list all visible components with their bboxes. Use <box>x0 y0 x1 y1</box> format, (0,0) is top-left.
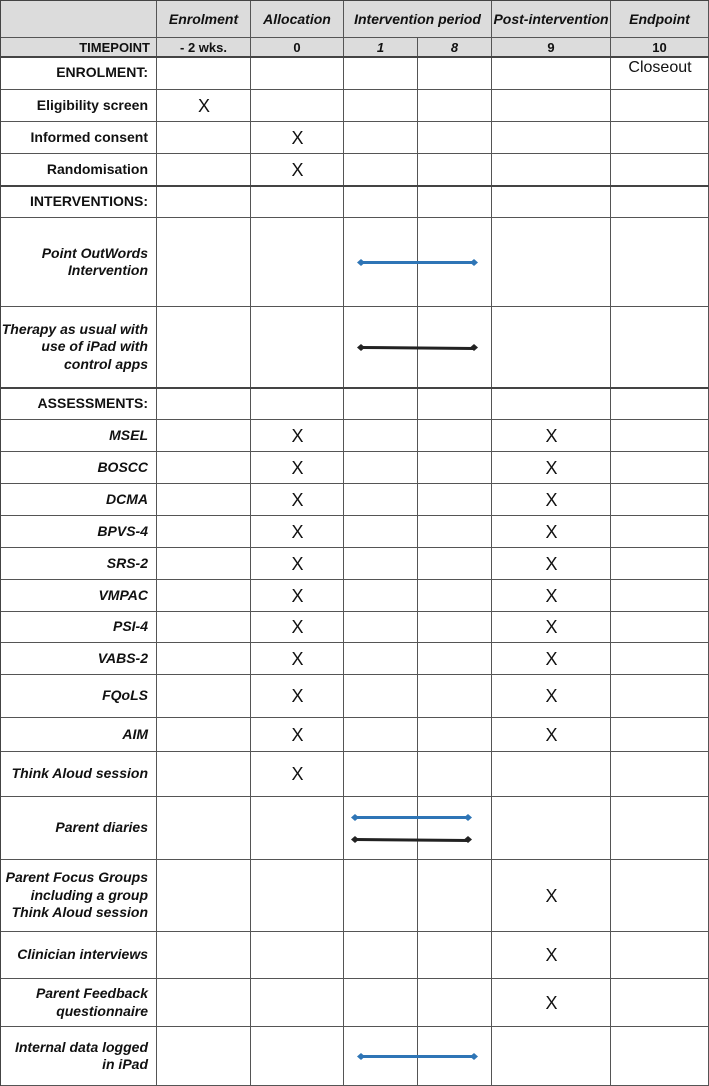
schedule-mark-x: X <box>291 457 304 478</box>
schedule-mark-x: X <box>545 457 558 478</box>
schedule-mark-x: X <box>545 724 558 745</box>
schedule-mark-x: X <box>291 489 304 510</box>
schedule-mark-x: X <box>291 686 304 706</box>
timepoint-value: 10 <box>611 38 709 57</box>
row-label: Parent diaries <box>0 797 157 860</box>
row-label: VABS-2 <box>0 643 157 675</box>
schedule-mark-x: X <box>545 992 558 1013</box>
schedule-mark-x: X <box>545 489 558 510</box>
row-label: Clinician interviews <box>0 932 157 979</box>
row-label: BPVS-4 <box>0 516 157 548</box>
row-label: MSEL <box>0 420 157 452</box>
row-label: PSI-4 <box>0 612 157 643</box>
closeout-label: Closeout <box>628 59 692 76</box>
timepoint-value: - 2 wks. <box>157 38 251 57</box>
schedule-mark-x: X <box>545 425 558 446</box>
schedule-mark-x: X <box>291 159 304 180</box>
row-label: Randomisation <box>0 154 157 186</box>
row-label: BOSCC <box>0 452 157 484</box>
timepoint-value: 0 <box>251 38 344 57</box>
timeline-bar-blue <box>351 814 472 821</box>
schedule-mark-x: X <box>291 764 304 784</box>
row-label: FQoLS <box>0 675 157 718</box>
timepoint-label: TIMEPOINT <box>0 38 157 57</box>
timeline-bar-black <box>351 836 472 843</box>
timepoint-value: 8 <box>418 38 492 57</box>
schedule-mark-x: X <box>545 617 558 637</box>
timepoint-value: 9 <box>492 38 611 57</box>
header-allocation: Allocation <box>251 0 344 38</box>
header-intervention-period: Intervention period <box>344 0 492 38</box>
row-label: Point OutWords Intervention <box>0 218 157 307</box>
row-label: ASSESSMENTS: <box>0 388 157 420</box>
timepoint-value: 1 <box>344 38 418 57</box>
row-label: DCMA <box>0 484 157 516</box>
schedule-mark-x: X <box>291 648 304 669</box>
schedule-mark-x: X <box>545 585 558 606</box>
schedule-mark-x: X <box>291 521 304 542</box>
timeline-bar-blue <box>357 259 478 266</box>
timeline-bar-black <box>357 344 478 351</box>
row-label: Therapy as usual with use of iPad with control apps <box>0 307 157 388</box>
row-label: Parent Feedback questionnaire <box>0 979 157 1027</box>
row-label: Parent Focus Groups including a group Think Aloud session <box>0 860 157 932</box>
row-label: Informed consent <box>0 122 157 154</box>
row-label: Eligibility screen <box>0 90 157 122</box>
schedule-mark-x: X <box>291 425 304 446</box>
row-label: SRS-2 <box>0 548 157 580</box>
schedule-mark-x: X <box>291 553 304 574</box>
row-label: Think Aloud session <box>0 752 157 797</box>
row-label: AIM <box>0 718 157 752</box>
schedule-mark-x: X <box>545 945 558 965</box>
row-label: ENROLMENT: <box>0 57 157 90</box>
timeline-bar-blue <box>357 1053 478 1060</box>
schedule-mark-x: X <box>291 585 304 606</box>
schedule-mark-x: X <box>291 127 304 148</box>
schedule-mark-x: X <box>545 521 558 542</box>
header-post-intervention: Post-intervention <box>492 0 611 38</box>
schedule-mark-x: X <box>545 553 558 574</box>
row-label: INTERVENTIONS: <box>0 186 157 218</box>
row-label: Internal data logged in iPad <box>0 1027 157 1086</box>
header-enrolment: Enrolment <box>157 0 251 38</box>
schedule-mark-x: X <box>545 686 558 706</box>
schedule-mark-x: X <box>291 617 304 637</box>
header-endpoint: Endpoint <box>611 0 709 38</box>
schedule-mark-x: X <box>545 648 558 669</box>
schedule-mark-x: X <box>545 885 558 906</box>
schedule-mark-x: X <box>291 724 304 745</box>
row-label: VMPAC <box>0 580 157 612</box>
schedule-mark-x: X <box>197 95 210 116</box>
